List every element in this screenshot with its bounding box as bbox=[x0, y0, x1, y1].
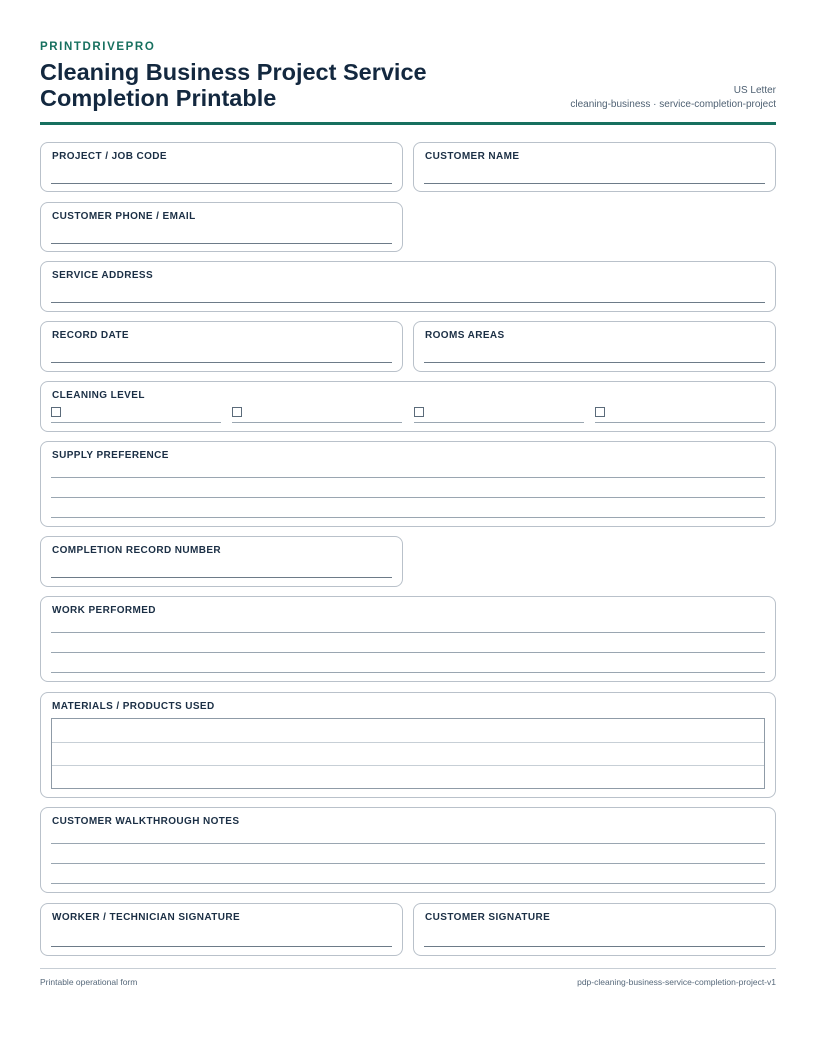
checkbox[interactable] bbox=[414, 407, 424, 417]
customer-walkthrough-notes-field[interactable] bbox=[40, 807, 776, 893]
option-line[interactable] bbox=[51, 422, 221, 423]
field-label: ROOMS AREAS bbox=[425, 330, 505, 341]
writing-line[interactable] bbox=[51, 843, 765, 844]
field-label: CUSTOMER WALKTHROUGH NOTES bbox=[52, 816, 240, 827]
field-label: SUPPLY PREFERENCE bbox=[52, 450, 169, 461]
field-label: CLEANING LEVEL bbox=[52, 390, 145, 401]
work-performed-field[interactable] bbox=[40, 596, 776, 682]
form-id: pdp-cleaning-business-service-completion-project-v1 bbox=[577, 977, 776, 987]
footer-divider bbox=[40, 968, 776, 969]
checkbox[interactable] bbox=[595, 407, 605, 417]
writing-line[interactable] bbox=[51, 632, 765, 633]
field-label: WORKER / TECHNICIAN SIGNATURE bbox=[52, 912, 241, 923]
field-label: MATERIALS / PRODUCTS USED bbox=[52, 701, 215, 712]
brand-name: PRINTDRIVEPRO bbox=[40, 41, 156, 53]
writing-line[interactable] bbox=[51, 497, 765, 498]
cleaning-level-option-1[interactable] bbox=[51, 407, 221, 424]
completion-record-number-field[interactable] bbox=[40, 536, 403, 587]
form-slug: cleaning-business · service-completion-project bbox=[570, 98, 776, 110]
customer-name-field[interactable] bbox=[413, 142, 776, 192]
paper-size: US Letter bbox=[733, 85, 776, 96]
footer-note: Printable operational form bbox=[40, 977, 138, 987]
worker-signature-field[interactable] bbox=[40, 903, 403, 956]
writing-line[interactable] bbox=[424, 362, 765, 363]
field-label: COMPLETION RECORD NUMBER bbox=[52, 545, 222, 556]
field-label: RECORD DATE bbox=[52, 330, 129, 341]
writing-line[interactable] bbox=[424, 183, 765, 184]
header-divider bbox=[40, 122, 776, 125]
option-line[interactable] bbox=[232, 422, 402, 423]
writing-line[interactable] bbox=[51, 863, 765, 864]
writing-line[interactable] bbox=[51, 302, 765, 303]
writing-line[interactable] bbox=[51, 243, 392, 244]
service-address-field[interactable] bbox=[40, 261, 776, 312]
field-label: CUSTOMER NAME bbox=[425, 151, 520, 162]
checkbox[interactable] bbox=[232, 407, 242, 417]
table-row-divider bbox=[52, 765, 764, 766]
table-row-divider bbox=[52, 742, 764, 743]
option-line[interactable] bbox=[414, 422, 584, 423]
cleaning-level-option-2[interactable] bbox=[232, 407, 402, 424]
field-label: SERVICE ADDRESS bbox=[52, 270, 154, 281]
rooms-areas-field[interactable] bbox=[413, 321, 776, 372]
writing-line[interactable] bbox=[51, 577, 392, 578]
writing-line[interactable] bbox=[51, 672, 765, 673]
cleaning-level-field bbox=[40, 381, 776, 432]
writing-line[interactable] bbox=[51, 183, 392, 184]
materials-products-used-field bbox=[40, 692, 776, 798]
cleaning-level-option-3[interactable] bbox=[414, 407, 584, 424]
writing-line[interactable] bbox=[51, 652, 765, 653]
signature-line[interactable] bbox=[424, 946, 765, 947]
page-title: Cleaning Business Project Service Completion Printable bbox=[40, 59, 427, 111]
signature-line[interactable] bbox=[51, 946, 392, 947]
writing-line[interactable] bbox=[51, 477, 765, 478]
record-date-field[interactable] bbox=[40, 321, 403, 372]
writing-line[interactable] bbox=[51, 883, 765, 884]
cleaning-level-option-4[interactable] bbox=[595, 407, 765, 424]
option-line[interactable] bbox=[595, 422, 765, 423]
writing-line[interactable] bbox=[51, 517, 765, 518]
checkbox[interactable] bbox=[51, 407, 61, 417]
document-meta bbox=[570, 84, 776, 111]
field-label: WORK PERFORMED bbox=[52, 605, 156, 616]
field-label: CUSTOMER PHONE / EMAIL bbox=[52, 211, 196, 222]
writing-line[interactable] bbox=[51, 362, 392, 363]
materials-table bbox=[51, 718, 765, 789]
customer-phone-email-field[interactable] bbox=[40, 202, 403, 252]
supply-preference-field[interactable] bbox=[40, 441, 776, 527]
field-label: CUSTOMER SIGNATURE bbox=[425, 912, 551, 923]
customer-signature-field[interactable] bbox=[413, 903, 776, 956]
field-label: PROJECT / JOB CODE bbox=[52, 151, 167, 162]
project-job-code-field[interactable] bbox=[40, 142, 403, 192]
